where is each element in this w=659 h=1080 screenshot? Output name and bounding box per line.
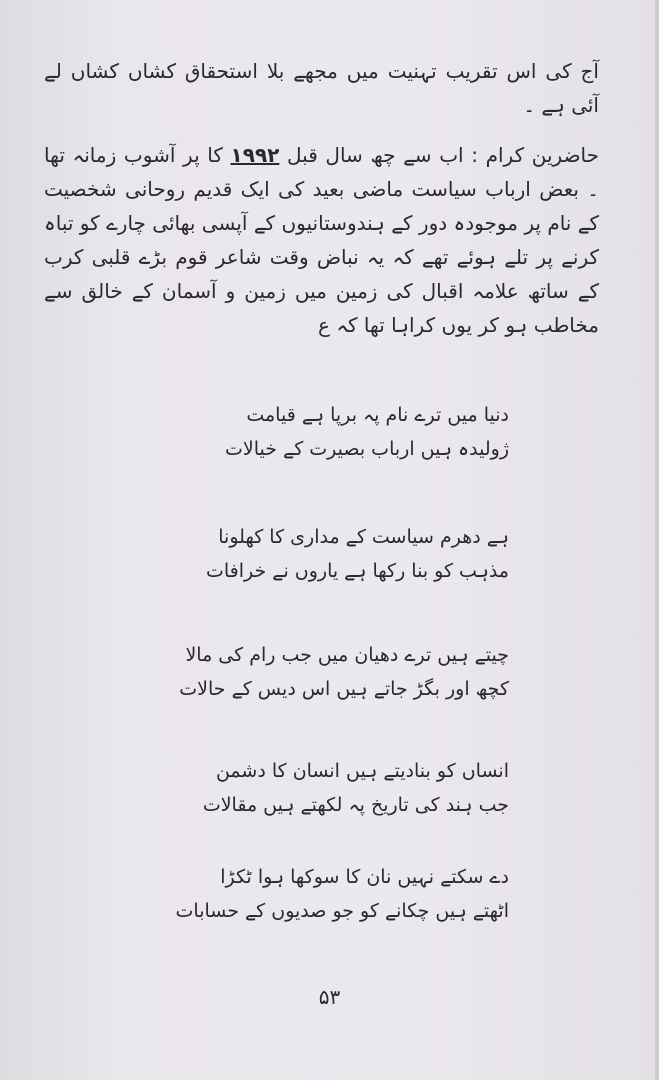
couplet-5: [149, 860, 509, 928]
verse-line: جب ہند کی تاریخ پہ لکھتے ہیں مقالات: [202, 794, 509, 816]
verse-line: دنیا میں ترے نام پہ برپا ہے قیامت: [246, 404, 509, 426]
opening-line-text: آج کی اس تقریب تہنیت میں مجھے بلا استحقاق کشاں کشاں لے آئی ہے ۔: [44, 59, 599, 117]
opening-line: [44, 54, 599, 117]
page-number: ۵۳: [318, 985, 341, 1009]
verse-line: اٹھتے ہیں چکانے کو جو صدیوں کے حسابات: [175, 900, 509, 922]
year-reference: ۱۹۹۲: [230, 143, 280, 167]
verse-line: ژولیدہ ہیں ارباب بصیرت کے خیالات: [225, 438, 509, 460]
verse-line: ہے دھرم سیاست کے مداری کا کھلونا: [218, 526, 509, 548]
page-edge: [655, 0, 659, 1080]
verse-line: کچھ اور بگڑ جاتے ہیں اس دیس کے حالات: [179, 678, 509, 700]
paragraph-body: کا پر آشوب زمانہ تھا ۔ بعض ارباب سیاست ماضی بعید کی ایک قدیم روحانی شخصیت کے نام پر موجودہ دور کے ہندوستانیوں کے آپسی بھائی چارے کو تباہ کرنے پر تلے ہوئے تھے کہ یہ نباض وقت شاعر قوم بڑے قلبی کرب کے ساتھ علامہ اقبال کی زمین میں زمین و آسمان کے خالق سے مخاطب ہو کر یوں کراہا تھا کہ ع: [44, 143, 599, 337]
verse-line: چیتے ہیں ترے دھیان میں جب رام کی مالا: [185, 644, 509, 666]
verse-line: انساں کو بنادیتے ہیں انسان کا دشمن: [215, 760, 509, 782]
verse-line: مذہب کو بنا رکھا ہے یاروں نے خرافات: [206, 560, 509, 582]
couplet-1: [149, 398, 509, 466]
couplet-2: [149, 520, 509, 588]
verse-line: دے سکتے نہیں نان کا سوکھا ہوا ٹکڑا: [220, 866, 509, 888]
body-paragraph: [44, 138, 599, 342]
couplet-3: [149, 638, 509, 706]
couplet-4: [149, 754, 509, 822]
paragraph-intro: حاضرین کرام : اب سے چھ سال قبل: [287, 143, 600, 167]
